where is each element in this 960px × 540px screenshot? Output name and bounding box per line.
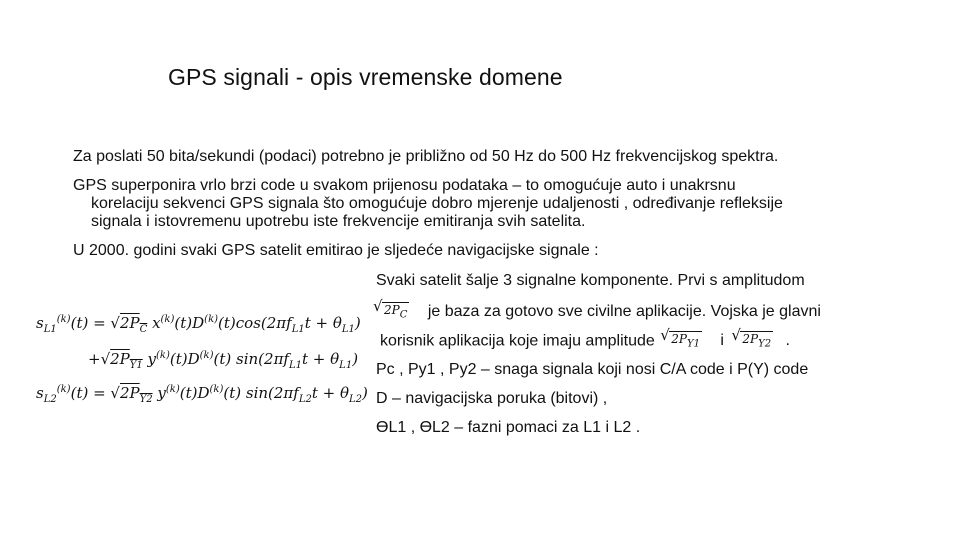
- sqrt-2py2: √ $2P_{Y2}$: [740, 331, 773, 351]
- desc-navigation: D – navigacijska poruka (bitovi) ,: [376, 390, 608, 407]
- equation-l1-ca: $s_{L1}^{(k)}(t) = √2P_C$ $x^{(k)}(t)D^{(k)}(t)\cos(2\pi f_{L1}t + \theta_{L1})$: [36, 314, 361, 335]
- desc-military-text: korisnik aplikacija koje imaju amplitude: [380, 332, 655, 350]
- paragraph-code-line1: GPS superponira vrlo brzi code u svakom prijenosu podataka – to omogućuje auto i unakrsnu: [73, 177, 736, 194]
- paragraph-code-line3: signala i istovremenu upotrebu iste frekvencije emitiranja svih satelita.: [91, 213, 586, 230]
- sqrt-2pc: √ $2P_C$: [382, 302, 409, 322]
- equation-l2-py: $s_{L2}^{(k)}(t) = √2P_{Y2}$ $y^{(k)}(t)D^{(k)}(t) \sin(2\pi f_{L2}t + \theta_{L2})$: [36, 384, 368, 405]
- desc-phase: ƟL1 , ƟL2 – fazni pomaci za L1 i L2 .: [376, 419, 641, 436]
- paragraph-code-line2: korelaciju sekvenci GPS signala što omogućuje dobro mjerenje udaljenosti , određivanje refleksije: [91, 195, 783, 212]
- desc-components: Svaki satelit šalje 3 signalne komponente. Prvi s amplitudom: [376, 272, 805, 289]
- signal-equations: [36, 306, 366, 416]
- sqrt-2py1: √ $2P_{Y1}$: [669, 331, 702, 351]
- desc-civil: [380, 302, 821, 322]
- desc-military-and: i: [720, 332, 724, 350]
- desc-civil-text: je baza za gotovo sve civilne aplikacije. Vojska je glavni: [427, 303, 821, 321]
- page-title: GPS signali - opis vremenske domene: [168, 64, 563, 90]
- desc-military-end: .: [785, 332, 790, 350]
- paragraph-year2000: U 2000. godini svaki GPS satelit emitirao je sljedeće navigacijske signale :: [73, 242, 599, 259]
- desc-powers: Pc , Py1 , Py2 – snaga signala koji nosi C/A code i P(Y) code: [376, 361, 809, 378]
- paragraph-bandwidth: Za poslati 50 bita/sekundi (podaci) potrebno je približno od 50 Hz do 500 Hz frekvencijskog spektra.: [73, 148, 779, 165]
- desc-military: [380, 331, 790, 351]
- equation-l1-py: $+√2P_{Y1}$ $y^{(k)}(t)D^{(k)}(t) \sin(2\pi f_{L1}t + \theta_{L1})$: [88, 350, 359, 371]
- paragraph-code: [73, 177, 783, 231]
